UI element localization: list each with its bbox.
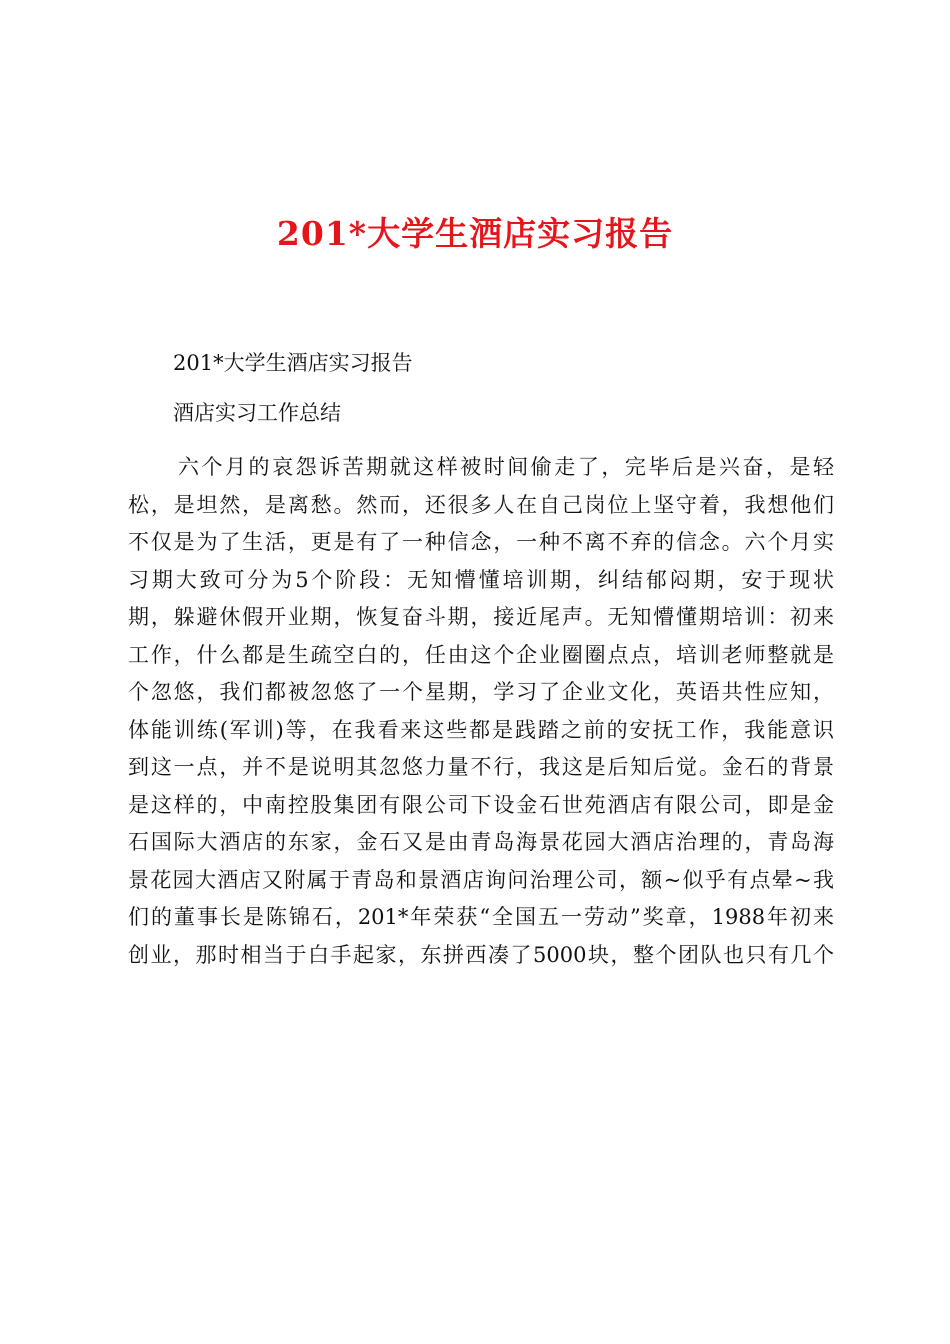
document-title: 201*大学生酒店实习报告 bbox=[276, 214, 674, 253]
paragraph-line: 创业，那时相当于白手起家，东拼西凑了5000块，整个团队也只有几个 bbox=[128, 942, 834, 967]
document-subtitle: 201*大学生酒店实习报告 bbox=[173, 351, 413, 375]
paragraph-line: 石国际大酒店的东家，金石又是由青岛海景花园大酒店治理的，青岛海 bbox=[128, 830, 834, 854]
paragraph-line: 到这一点，并不是说明其忽悠力量不行，我这是后知后觉。金石的背景 bbox=[128, 755, 834, 779]
section-heading: 酒店实习工作总结 bbox=[173, 401, 341, 425]
paragraph-line: 不仅是为了生活，更是有了一种信念，一种不离不弃的信念。六个月实 bbox=[128, 530, 834, 554]
paragraph-line: 体能训练(军训)等，在我看来这些都是践踏之前的安抚工作，我能意识 bbox=[128, 717, 834, 742]
paragraph-line: 个忽悠，我们都被忽悠了一个星期，学习了企业文化，英语共性应知， bbox=[128, 680, 834, 704]
paragraph-line: 是这样的，中南控股集团有限公司下设金石世苑酒店有限公司，即是金 bbox=[128, 792, 834, 817]
paragraph-line: 工作，什么都是生疏空白的，任由这个企业圈圈点点，培训老师整就是 bbox=[128, 642, 834, 667]
paragraph-line: 习期大致可分为5个阶段：无知懵懂培训期，纠结郁闷期，安于现状 bbox=[128, 567, 834, 592]
paragraph-line: 们的董事长是陈锦石，201*年荣获“全国五一劳动”奖章，1988年初来 bbox=[128, 905, 834, 929]
body-paragraph bbox=[128, 449, 834, 974]
paragraph-line: 六个月的哀怨诉苦期就这样被时间偷走了，完毕后是兴奋，是轻 bbox=[178, 455, 834, 479]
paragraph-line: 松，是坦然，是离愁。然而，还很多人在自己岗位上坚守着，我想他们 bbox=[128, 492, 834, 517]
paragraph-line: 景花园大酒店又附属于青岛和景酒店询问治理公司，额~似乎有点晕~我 bbox=[128, 867, 834, 892]
paragraph-line: 期，躲避休假开业期，恢复奋斗期，接近尾声。无知懵懂期培训：初来 bbox=[128, 605, 834, 629]
